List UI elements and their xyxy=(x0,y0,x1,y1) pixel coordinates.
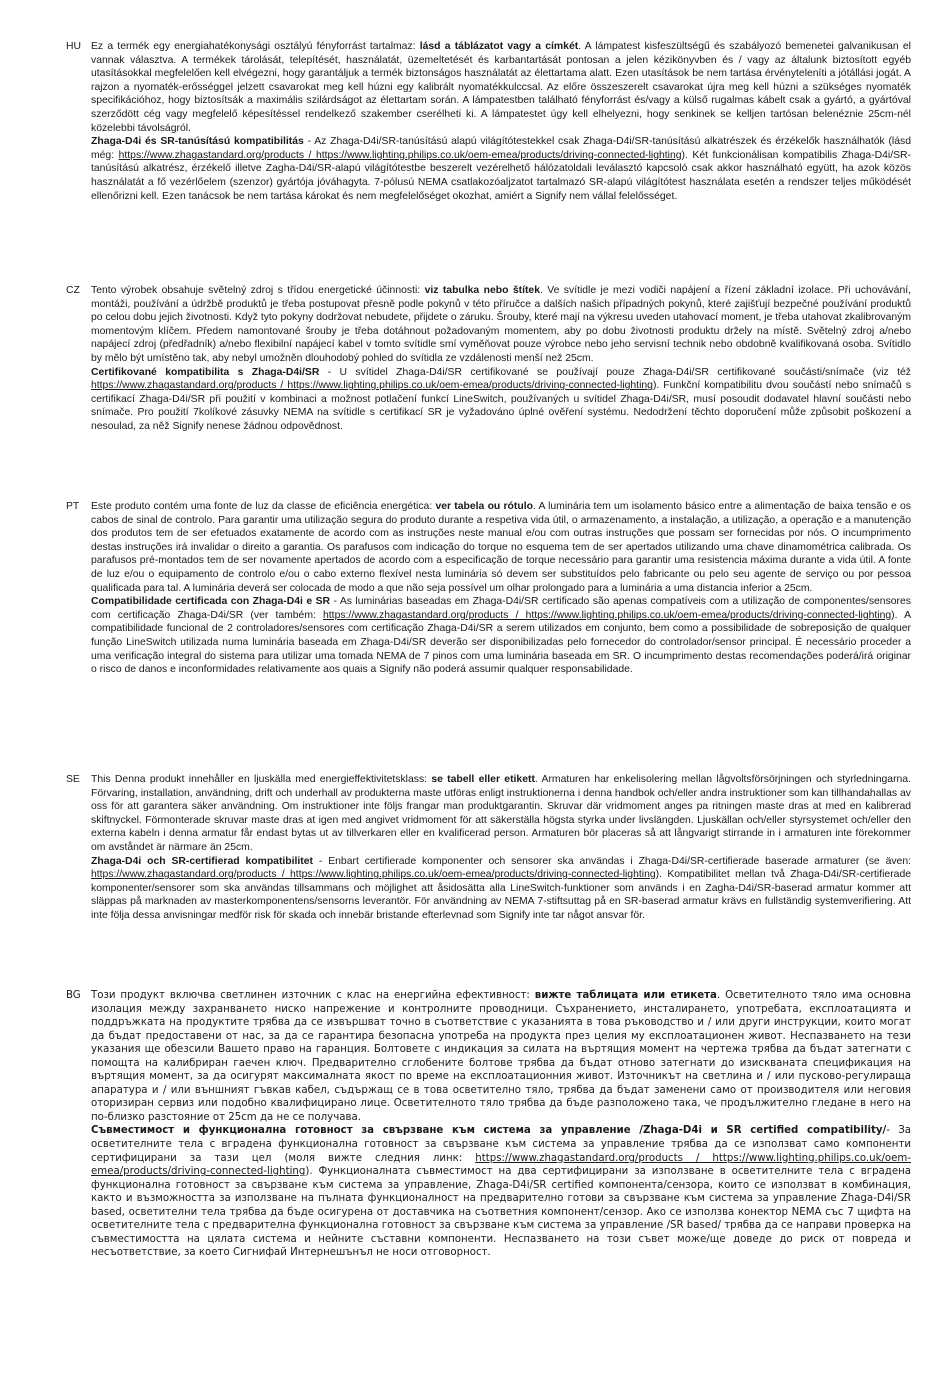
text-run: . Armaturen har enkelisolering mellan lågvoltsförsörjningen och styrledningarna. Förvaring, installation, användning, drift och underhall av produkterna maste utföras enligt instruktionerna i denna handbok och/eller andra instruktioner som kan tillhandahallas av oss för att garantera säker användning. Om instruktioner inte följs frangar man produktgarantin. Skruvar där vridmoment anges pa ritningen maste dras at med en kalibrerad skiftnyckel. Förmonterade skruvar maste dras at igen med angivet vridmoment för att säkerställa högsta styrka under livslängden. Ljuskällan och/eller styrsystemet och/eller den externa kabeln i denna armatur får endast bytas ut av tillverkaren eller en kvalificerad person. Armaturen bör placeras så att långvarigt stirrande in i armaturen inte förekommer om avståndet är närmare än 25cm. xyxy=(91,774,911,853)
compatibility-heading: Zhaga-D4i och SR-certifierad kompatibilitet xyxy=(91,855,314,867)
compatibility-paragraph xyxy=(91,595,911,677)
instructions-paragraph xyxy=(91,773,911,855)
text-run: . A luminária tem um isolamento básico entre a alimentação de baixa tensão e os cabos de sinal de controlo. Para garantir uma utilização segura do produto durante a respetiva vida útil, o armazenamento, a instalação, a utilização, a operação e a manutenção dos produtos tem de ser efetuados exatamente de acordo com as instruções neste manual e/ou com outras instruções que possam ser fornecidas por nós. O incumprimento destas instruções irá invalidar o direito a garantia. Os parafusos com indicação do torque no esquema tem de ser apertados utilizando uma chave dinamométrica calibrada. Os parafusos pré-montados tem de ser novamente apertados de acordo com a especificação de torque necessário para garantir uma resistencia máxima durante a vida útil. A fonte de luz e/ou o equipamento de controlo e/ou o cabo externo flexível nesta luminária só devem ser substituídos pelo fabricante ou pelo seu agente de serviço ou por pessoa qualificada para tal. A luminária deverá ser colocada de modo a que não seja possível um olhar prolongado para a luminária a uma distancia inferior a 25cm. xyxy=(91,501,911,594)
compatibility-link[interactable]: https://www.zhagastandard.org/products / https://www.lighting.philips.co.uk/oem-emea/products/driving-connected-lighting xyxy=(91,1152,911,1178)
compatibility-heading: Certifikované kompatibilita s Zhaga-D4i/SR xyxy=(91,366,320,378)
text-run: ). Funkční kompatibilitu dvou součástí nebo snímačů s certifikací Zhaga-D4i/SR při použití v kombinaci a možnost potlačení funkcí LineSwitch, používaných u svítidel Zhaga-D4i/SR, musí posoudit dodavatel hlavní součásti nebo snímače. Pro použití 7kolíkové zásuvky NEMA na svítidle s certifikací SR je vyžadováno úplné ověření systému. Nedodržení těchto doporučení může způsobit poškození a nesoulad, za něž Signify nenese žádnou odpovědnost. xyxy=(91,380,911,432)
compatibility-link[interactable]: https://www.zhagastandard.org/products / https://www.lighting.philips.co.uk/oem-emea/products/driving-connected-lighting xyxy=(118,149,682,161)
text-run: . Осветителното тяло има основна изолация между захранването ниско напрежение и контролните проводници. Съхранението, инсталирането, употребата, експлоатацията и поддръжката на продуктите трябва да се извършват точно в съответствие с указанията в това ръководство и / или други инструкции, които могат да бъдат предоставени от нас, за да се гарантира безопасна употреба на продукта през целия му експлоатационен живот. Неспазването на тези указания ще обезсили Вашето право на гаранция. Болтовете с индикация за силата на въртящия момент на чертежа трябва да бъдат затегнати с помощта на калибриран гаечен ключ. Предварително сглобените болтове трябва да бъдат отново затегнати до изискваната спецификация на въртящия момент, за да осигурят максималната якост по време на експлоатационния живот. Източникът на светлина и / или пусково-регулираща апаратура и / или външният гъвкав кабел, съдържащ се в това осветително тяло, трябва да бъдат заменени само от производителя или неговия оторизиран сервиз или подобно квалифицирано лице. Осветителното тяло трябва да бъде разположено така, че продължително гледане в него на по-близко разстояние от 25cm да не се получава. xyxy=(91,990,912,1123)
text-run: - As luminárias baseadas em Zhaga-D4i/SR certificado são apenas compatíveis com a utilização de componentes/sensores com certificação Zhaga-D4i/SR (ver também: xyxy=(91,596,911,621)
section-body xyxy=(91,284,911,434)
energy-class-reference: viz tabulka nebo štítek xyxy=(424,285,540,296)
compatibility-paragraph xyxy=(91,135,911,203)
language-code: PT xyxy=(66,501,80,512)
text-run: Ez a termék egy energiahatékonysági osztályú fényforrást tartalmaz: xyxy=(91,41,420,52)
compatibility-link[interactable]: https://www.zhagastandard.org/products / https://www.lighting.philips.co.uk/oem-emea/products/driving-connected-lighting xyxy=(323,609,892,621)
text-run: ). Функционалната съвместимост на два сертифицирани за използване в осветителните тела с вградена функционална готовност за свързване към система за управление, Zhaga-D4i/SR certified компонента/сензора, които се използват в комбинация, както и възможността за използване на пълната функционалност на предварително готови за свързване към система за управление Zhaga-D4i/SR based, осветителни тела трябва да бъде осигурена от доставчика на съответния компонент/сензор. Ако се използва конектор NEMA със 7 щифта на осветителните тела с предварителна функционална готовност за свързване към система за управление /SR based/ трябва да се направи проверка на съвместимостта на цялата система и нейните съставни компоненти. Неспазването на този съвет може/ще доведе до риск от повреда и несъответствие, за което Сигнифай Интернешънъл не носи отговорност. xyxy=(91,1166,911,1259)
section-body xyxy=(91,40,911,203)
instructions-paragraph xyxy=(91,40,911,135)
language-code: HU xyxy=(66,41,82,52)
energy-class-reference: вижте таблицата или етикета xyxy=(534,990,717,1001)
text-run: ). Kompatibilitet mellan två Zhaga-D4i/SR-certifierade komponenter/sensorer som ska användas tillsammans och möjlighet att åsidosätta alla LineSwitch-funktioner som används i en Zagha-D4i/SR-baserad armatur kommer att släppas på marknaden av masterkomponentens/sensorns leverantör. För användning av NEMA 7-stiftsuttag på en SR-baserad armatur krävs en fullständig systemverifiering. Att inte följa dessa anvisningar medför risk för skada och innebär bristande efterlevnad som Signify inte tar något ansvar för. xyxy=(91,869,911,921)
section-body xyxy=(91,773,911,923)
text-run: - Enbart certifierade komponenter och sensorer ska användas i Zhaga-D4i/SR-certifierade baserade armaturer (se även: xyxy=(313,855,911,867)
energy-class-reference: lásd a táblázatot vagy a címkét xyxy=(419,41,579,52)
compatibility-link[interactable]: https://www.zhagastandard.org/products / https://www.lighting.philips.co.uk/oem-emea/products/driving-connected-lighting xyxy=(91,869,656,881)
text-run: - Az Zhaga-D4i/SR-tanúsítású alapú világítótestekkel csak Zhaga-D4i/SR-tanúsítású alkatrészek és érzékelők használhatók (lásd még: xyxy=(91,136,911,161)
energy-class-reference: ver tabela ou rótulo xyxy=(435,501,533,512)
text-run: ). A compatibilidade funcional de 2 controladores/sensores com certificação Zhaga-D4i/SR a serem utilizados em conjunto, bem como a possibilidade de sobreposição de qualquer função LineSwitch utilizada numa luminária baseada em Zhaga-D4i/SR deverão ser disponibilizadas pelo fornecedor do controlador/sensor principal. É necessário proceder a uma verificação integral do sistema para utilizar uma tomada NEMA de 7 pinos com uma luminária baseada em SR. O incumprimento destas recomendações poderá/irá originar o risco de danos e inconformidades relativamente aos quais a Signify não poderá assumir qualquer responsabilidade. xyxy=(91,609,912,676)
instructions-paragraph xyxy=(91,500,911,595)
text-run: . A lámpatest kisfeszültségű és szabályozó bemenetei galvanikusan el vannak választva. A termékek tárolását, telepítését, használatát, üzemeltetését és karbantartását pontosan a jelen kézikönyvben és / vagy az általunk biztosított egyéb utasításokkal megfelelően kell elvégezni, hogy garantáljuk a termék biztonságos használatát az élettartama alatt. Ezen utasítások be nem tartása érvényteleníti a jótállási jogát. A rajzon a nyomaték-erősséggel jelzett csavarokat meg kell húzni egy kalibrált nyomatékkulccsal. Az előre összeszerelt csavarokat újra meg kell húzni a szükséges nyomaték specifikációhoz, hogy biztosítsák a maximális szilárdságot az élettartam során. A lámpatestben található fényforrást és/vagy a külső rugalmas kábelt csak a gyártó, a gyártóval szerződött cég vagy megfelelő képesítéssel rendelkező szakember cserélheti ki. A lámpatestet úgy kell elhelyezni, hogy senkinek se kelljen tartósan belenéznie 25cm-nél közelebbi távolságról. xyxy=(91,41,911,134)
text-run: Este produto contém uma fonte de luz da classe de eficiência energética: xyxy=(91,501,436,512)
text-run: This Denna produkt innehåller en ljuskälla med energieffektivitetsklass: xyxy=(91,774,432,785)
instructions-paragraph xyxy=(91,989,911,1124)
compatibility-paragraph xyxy=(91,855,911,923)
compatibility-paragraph xyxy=(91,1124,911,1259)
energy-class-reference: se tabell eller etikett xyxy=(431,774,535,785)
instructions-paragraph xyxy=(91,284,911,366)
text-run: Tento výrobek obsahuje světelný zdroj s třídou energetické účinnosti: xyxy=(91,285,425,296)
text-run: - За осветителните тела с вградена функционална готовност за свързване към система за управление трябва да се използват само компоненти сертифицирани за тази цел (моля вижте следния линк: xyxy=(91,1125,911,1164)
section-body xyxy=(91,500,911,677)
text-run: Този продукт включва светлинен източник с клас на енергийна ефективност: xyxy=(91,990,535,1001)
language-code: BG xyxy=(66,990,81,1001)
compatibility-heading: Съвместимост и функционална готовност за свързване към система за управление /Zhaga-D4i и SR certified compatibility/ xyxy=(91,1125,887,1137)
text-run: . Ve svítidle je mezi vodiči napájení a řízení základní izolace. Při uchovávání, montáži, používání a údržbě produktů je třeba postupovat přesně podle pokynů v této příručce a dalších našich případných pokynů, které zajišťují bezpečné používání produktů po celou dobu jejich životnosti. Když tyto pokyny dodržovat nebudete, přijdete o záruku. Šrouby, které mají na výkresu uveden utahovací moment, je třeba utahovat zkalibrovaným momentovým klíčem. Předem namontované šrouby je třeba dotáhnout požadovaným momentem, aby po dobu životnosti produktu držely na místě. Světelný zdroj a/nebo napájecí zdroj (předřadník) a/nebo flexibilní napájecí kabel v tomto svítidle smí vyměňovat pouze výrobce nebo jeho servisní technik nebo obdobně kvalifikovaná osoba. Svítidlo by mělo být umístěno tak, aby nebyl umožněn dlouhodobý pohled do svítidla ze vzdálenosti menší než 25cm. xyxy=(91,285,912,364)
text-run: - U svítidel Zhaga-D4i/SR certifikované se používají pouze Zhaga-D4i/SR certifikované součásti/snímače (viz též xyxy=(319,366,911,378)
language-code: SE xyxy=(66,774,80,785)
compatibility-link[interactable]: https://www.zhagastandard.org/products / https://www.lighting.philips.co.uk/oem-emea/products/driving-connected-lighting xyxy=(91,380,653,392)
section-body xyxy=(91,989,911,1260)
compatibility-heading: Zhaga-D4i és SR-tanúsítású kompatibilitás xyxy=(91,136,304,148)
text-run: ). Két funkcionálisan kompatibilis Zhaga-D4i/SR-tanúsítású alkatrész, érzékelő illetve Zagha-D4i/SR-alapú világítótestbe beszerelt vezérelhető hálózatoldali leválasztó kapcsoló csak akkor használható együtt, ha azok közös használatát a fő vezérlőelem (szenzor) gyártója jóváhagyta. 7-pólusú NEMA csatlakozóaljzatot tartalmazó SR-alapú világítótest használata esetén a rendszer teljes működését ellenőrizni kell. Ezen tanácsok be nem tartása károkat és nem megfelelőséget okozhat, amiért a Signify nem vállal felelősséget. xyxy=(91,149,911,202)
language-code: CZ xyxy=(66,285,80,296)
compatibility-paragraph xyxy=(91,366,911,434)
compatibility-heading: Compatibilidade certificada con Zhaga-D4i e SR xyxy=(91,596,331,608)
